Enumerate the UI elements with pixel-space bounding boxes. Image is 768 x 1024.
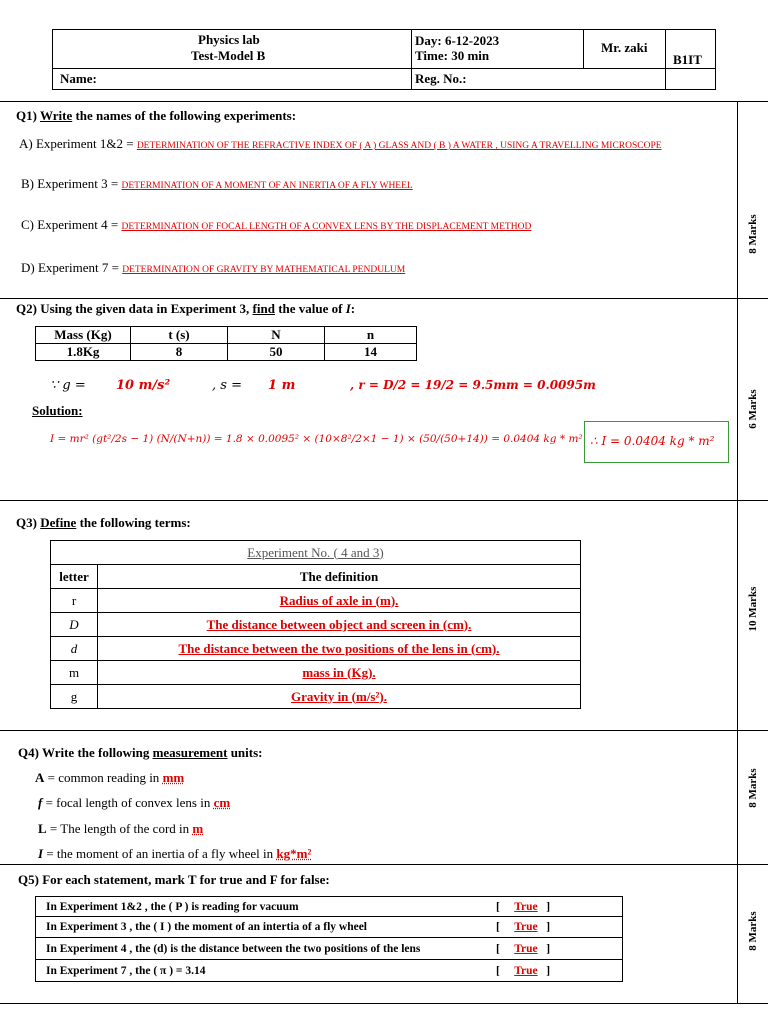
header-title: Physics lab: [198, 32, 260, 47]
header-code: B1IT: [673, 52, 702, 67]
q4-item-f: [38, 795, 230, 811]
q5-marks: 8 Marks: [747, 911, 759, 951]
q5-statements-table: [35, 896, 623, 982]
item-symbol: A: [35, 770, 45, 785]
q1-item-b: [21, 176, 413, 192]
q1-item-c: [21, 217, 531, 233]
answer: True: [514, 900, 538, 913]
q4-item-i: [38, 846, 311, 862]
table-row: [51, 613, 581, 637]
q1-item-a: [19, 136, 662, 152]
table-row: In Experiment 1&2 , the ( P ) is reading for vacuum [ True ]: [36, 897, 623, 917]
header-day: Day: 6-12-2023: [415, 33, 500, 48]
row-letter: D: [51, 613, 98, 637]
item-symbol: I: [38, 846, 44, 861]
given-s-value: 1 m: [268, 378, 296, 393]
row-letter: m: [51, 661, 98, 685]
table-header: n: [325, 327, 417, 344]
table-cell: 8: [131, 344, 228, 361]
table-row: [51, 685, 581, 709]
section-divider: [0, 101, 768, 102]
header-box: [52, 29, 716, 90]
item-text: = The length of the cord in: [46, 821, 193, 836]
row-definition: mass in (Kg).: [98, 661, 581, 685]
item-unit: kg*m²: [276, 846, 312, 861]
column-header-definition: The definition: [98, 565, 581, 589]
table-cell: 50: [228, 344, 325, 361]
item-answer: DETERMINATION OF FOCAL LENGTH OF A CONVEX LENS BY THE DISPLACEMENT METHOD: [121, 222, 532, 232]
item-label: D) Experiment 7 =: [21, 260, 123, 275]
q4-rest: units:: [227, 745, 263, 760]
divider: [665, 30, 666, 90]
item-unit: mm: [162, 770, 185, 785]
section-divider: [0, 730, 768, 731]
row-definition: Radius of axle in (m).: [98, 589, 581, 613]
item-answer: DETERMINATION OF THE REFRACTIVE INDEX OF ( A ) GLASS AND ( B ) A WATER , USING A TRAVELLING MICROSCOPE: [136, 141, 662, 151]
item-symbol: L: [38, 821, 47, 836]
q4-item-a: [35, 770, 184, 786]
result-box: [584, 421, 729, 463]
column-header-letter: letter: [51, 565, 98, 589]
q4-marks: 8 Marks: [747, 768, 759, 808]
item-unit: m: [192, 821, 204, 836]
formula: I = mr² (gt²/2s − 1) (N/(N+n)) = 1.8 × 0.0095² × (10×8²/2×1 − 1) × (50/(50+14)) = 0.0404 kg * m²: [50, 433, 583, 445]
table-cell: 14: [325, 344, 417, 361]
answer: True: [514, 964, 538, 977]
name-label: Name:: [60, 71, 97, 86]
q4-verb: measurement: [152, 745, 228, 760]
table-cell: 1.8Kg: [36, 344, 131, 361]
q5-heading: Q5) For each statement, mark T for true and F for false:: [18, 872, 330, 887]
solution-label: Solution:: [32, 403, 83, 418]
table-header: N: [228, 327, 325, 344]
divider: [583, 30, 584, 68]
q1-prefix: Q1): [16, 108, 40, 123]
q3-marks: 10 Marks: [747, 586, 759, 632]
q3-heading: [16, 515, 191, 531]
divider: [53, 68, 715, 69]
q3-prefix: Q3): [16, 515, 41, 530]
result-text: ∴ I = 0.0404 kg * m²: [590, 434, 715, 448]
given-g-label: ∵ g =: [50, 378, 86, 393]
q3-definitions-table: [50, 540, 581, 709]
q2-colon: :: [350, 301, 356, 316]
section-divider: [0, 864, 768, 865]
table-row: [51, 637, 581, 661]
row-definition: The distance between the two positions of the lens in (cm).: [98, 637, 581, 661]
q3-verb: Define: [40, 515, 77, 530]
statement: In Experiment 1&2 , the ( P ) is reading for vacuum: [36, 897, 497, 917]
item-label: A) Experiment 1&2 =: [19, 136, 137, 151]
q4-item-l: [38, 821, 203, 837]
q1-heading: [16, 108, 296, 124]
statement: In Experiment 4 , the (d) is the distance between the two positions of the lens: [36, 938, 497, 960]
item-answer: DETERMINATION OF GRAVITY BY MATHEMATICAL PENDULUM: [122, 265, 406, 275]
q2-var: I: [345, 301, 351, 316]
table-header: t (s): [131, 327, 228, 344]
table-row: [51, 661, 581, 685]
q2-prefix: Q2) Using the given data in Experiment 3,: [16, 301, 253, 316]
q1-item-d: [21, 260, 405, 276]
q4-prefix: Q4) Write the following: [18, 745, 153, 760]
section-divider: [0, 500, 768, 501]
section-divider: [0, 298, 768, 299]
item-answer: DETERMINATION OF A MOMENT OF AN INERTIA OF A FLY WHEEL: [121, 181, 413, 191]
item-unit: cm: [213, 795, 231, 810]
statement: In Experiment 7 , the ( π ) = 3.14: [36, 960, 497, 982]
given-r: , r = D/2 = 19/2 = 9.5mm = 0.0095m: [350, 378, 596, 392]
row-letter: d: [51, 637, 98, 661]
answer: True: [514, 942, 538, 955]
row-definition: Gravity in (m/s²).: [98, 685, 581, 709]
q4-heading: [18, 745, 262, 761]
table-row: In Experiment 4 , the (d) is the distance between the two positions of the lens [ True ]: [36, 938, 623, 960]
marks-column-divider: [737, 101, 738, 1004]
reg-label: Reg. No.:: [415, 71, 467, 86]
table-title: Experiment No. ( 4 and 3): [51, 541, 581, 565]
item-symbol: f: [38, 795, 43, 810]
table-row: [51, 589, 581, 613]
header-time: Time: 30 min: [415, 48, 490, 63]
table-row: In Experiment 7 , the ( π ) = 3.14 [ True ]: [36, 960, 623, 982]
item-label: C) Experiment 4 =: [21, 217, 122, 232]
given-s-label: , s =: [212, 378, 242, 393]
q2-data-table: [35, 326, 417, 361]
header-teacher: Mr. zaki: [601, 40, 648, 55]
given-g-value: 10 m/s²: [116, 378, 171, 393]
table-row: In Experiment 3 , the ( I ) the moment of an intertia of a fly wheel [ True ]: [36, 917, 623, 938]
row-letter: r: [51, 589, 98, 613]
item-text: = the moment of an inertia of a fly wheel in: [43, 846, 277, 861]
q1-marks: 8 Marks: [747, 214, 759, 254]
q2-rest: the value of: [274, 301, 346, 316]
q1-rest: the names of the following experiments:: [72, 108, 297, 123]
statement: In Experiment 3 , the ( I ) the moment of an intertia of a fly wheel: [36, 917, 497, 938]
q3-rest: the following terms:: [76, 515, 191, 530]
section-divider: [0, 1003, 768, 1004]
q2-heading: [16, 301, 355, 317]
item-text: = common reading in: [44, 770, 163, 785]
table-header: Mass (Kg): [36, 327, 131, 344]
q1-verb: Write: [39, 108, 73, 123]
q2-verb: find: [252, 301, 275, 316]
header-subtitle: Test-Model B: [191, 48, 266, 63]
row-definition: The distance between object and screen in (cm).: [98, 613, 581, 637]
answer: True: [514, 921, 538, 933]
item-text: = focal length of convex lens in: [42, 795, 214, 810]
divider: [411, 30, 412, 90]
row-letter: g: [51, 685, 98, 709]
item-label: B) Experiment 3 =: [21, 176, 122, 191]
q2-marks: 6 Marks: [747, 389, 759, 429]
